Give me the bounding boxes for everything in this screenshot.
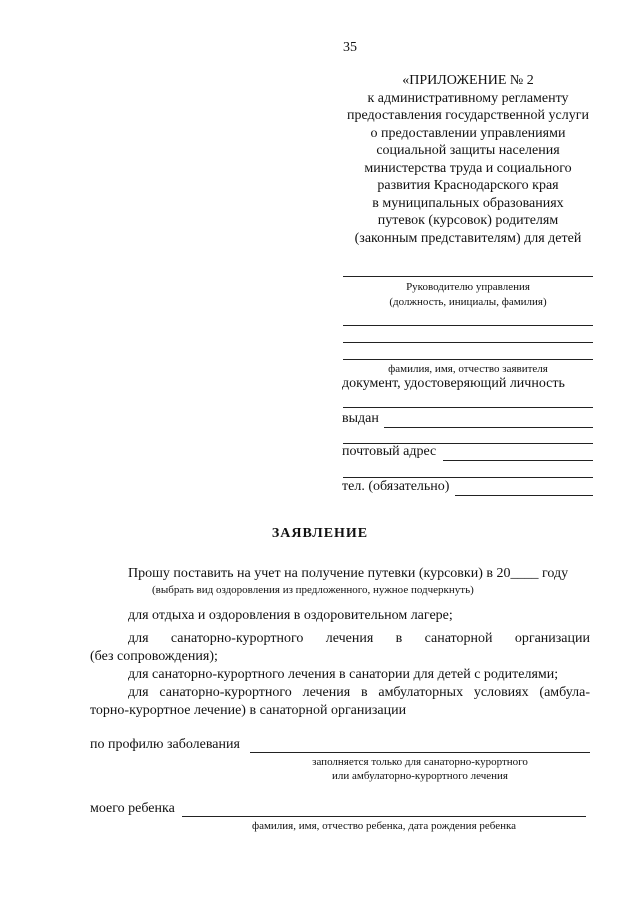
option-outpatient[interactable]: для санаторно-курортного лечения в амбулаторных условиях (амбула- (128, 685, 590, 700)
appendix-line: путевок (курсовок) родителям (377, 213, 559, 228)
option-camp[interactable]: для отдыха и оздоровления в оздоровительном лагере; (128, 608, 453, 623)
request-text: Прошу поставить на учет на получение путевки (курсовки) в 20____ году (128, 566, 569, 581)
child-label: моего ребенка (90, 801, 175, 816)
appendix-line: к административному регламенту (367, 90, 569, 106)
applicant-name-line[interactable] (343, 359, 593, 360)
applicant-name-line[interactable] (343, 342, 593, 343)
postal-address-line-2[interactable] (343, 477, 593, 478)
option-sanatorium-cont[interactable]: (без сопровождения); (90, 649, 218, 664)
appendix-header (338, 72, 598, 247)
phone-line[interactable] (455, 495, 593, 496)
phone-label: тел. (обязательно) (342, 479, 450, 494)
applicant-caption: фамилия, имя, отчество заявителя (388, 363, 548, 375)
issued-label: выдан (342, 411, 379, 426)
request-hint: (выбрать вид оздоровления из предложенного, нужное подчеркнуть) (152, 584, 474, 596)
page-number: 35 (343, 40, 357, 55)
appendix-line: социальной защиты населения (376, 143, 560, 158)
child-line[interactable] (182, 816, 586, 817)
appendix-line: министерства труда и социального (364, 160, 572, 176)
appendix-line: «ПРИЛОЖЕНИЕ № 2 (402, 73, 534, 88)
option-with-parents[interactable]: для санаторно-курортного лечения в санатории для детей с родителями; (128, 667, 559, 682)
addressee-caption: Руководителю управления (406, 281, 530, 293)
option-sanatorium[interactable]: для санаторно-курортного лечения в санаторной организации (128, 631, 590, 646)
child-hint: фамилия, имя, отчество ребенка, дата рождения ребенка (251, 820, 517, 832)
applicant-name-line[interactable] (343, 325, 593, 326)
disease-profile-line[interactable] (250, 752, 590, 753)
appendix-line: о предоставлении управлениями (370, 125, 566, 141)
appendix-line: в муниципальных образованиях (372, 195, 564, 211)
postal-address-label: почтовый адрес (342, 444, 437, 459)
postal-address-line[interactable] (443, 460, 593, 461)
issued-line[interactable] (384, 427, 593, 428)
id-document-line[interactable] (343, 407, 593, 408)
addressee-caption-hint: (должность, инициалы, фамилия) (389, 296, 547, 308)
disease-profile-label: по профилю заболевания (90, 737, 240, 752)
id-document-label: документ, удостоверяющий личность (342, 376, 565, 391)
addressee-blank-line[interactable] (343, 276, 593, 277)
disease-profile-hint: заполняется только для санаторно-курортного (312, 756, 528, 768)
statement-title: ЗАЯВЛЕНИЕ (271, 526, 369, 541)
appendix-line: предоставления государственной услуги (347, 108, 589, 123)
appendix-line: (законным представителям) для детей (354, 230, 582, 246)
disease-profile-hint-2: или амбулаторно-курортного лечения (332, 770, 508, 782)
appendix-line: развития Краснодарского края (377, 178, 559, 193)
option-outpatient-cont[interactable]: торно-курортное лечение) в санаторной организации (90, 703, 407, 718)
